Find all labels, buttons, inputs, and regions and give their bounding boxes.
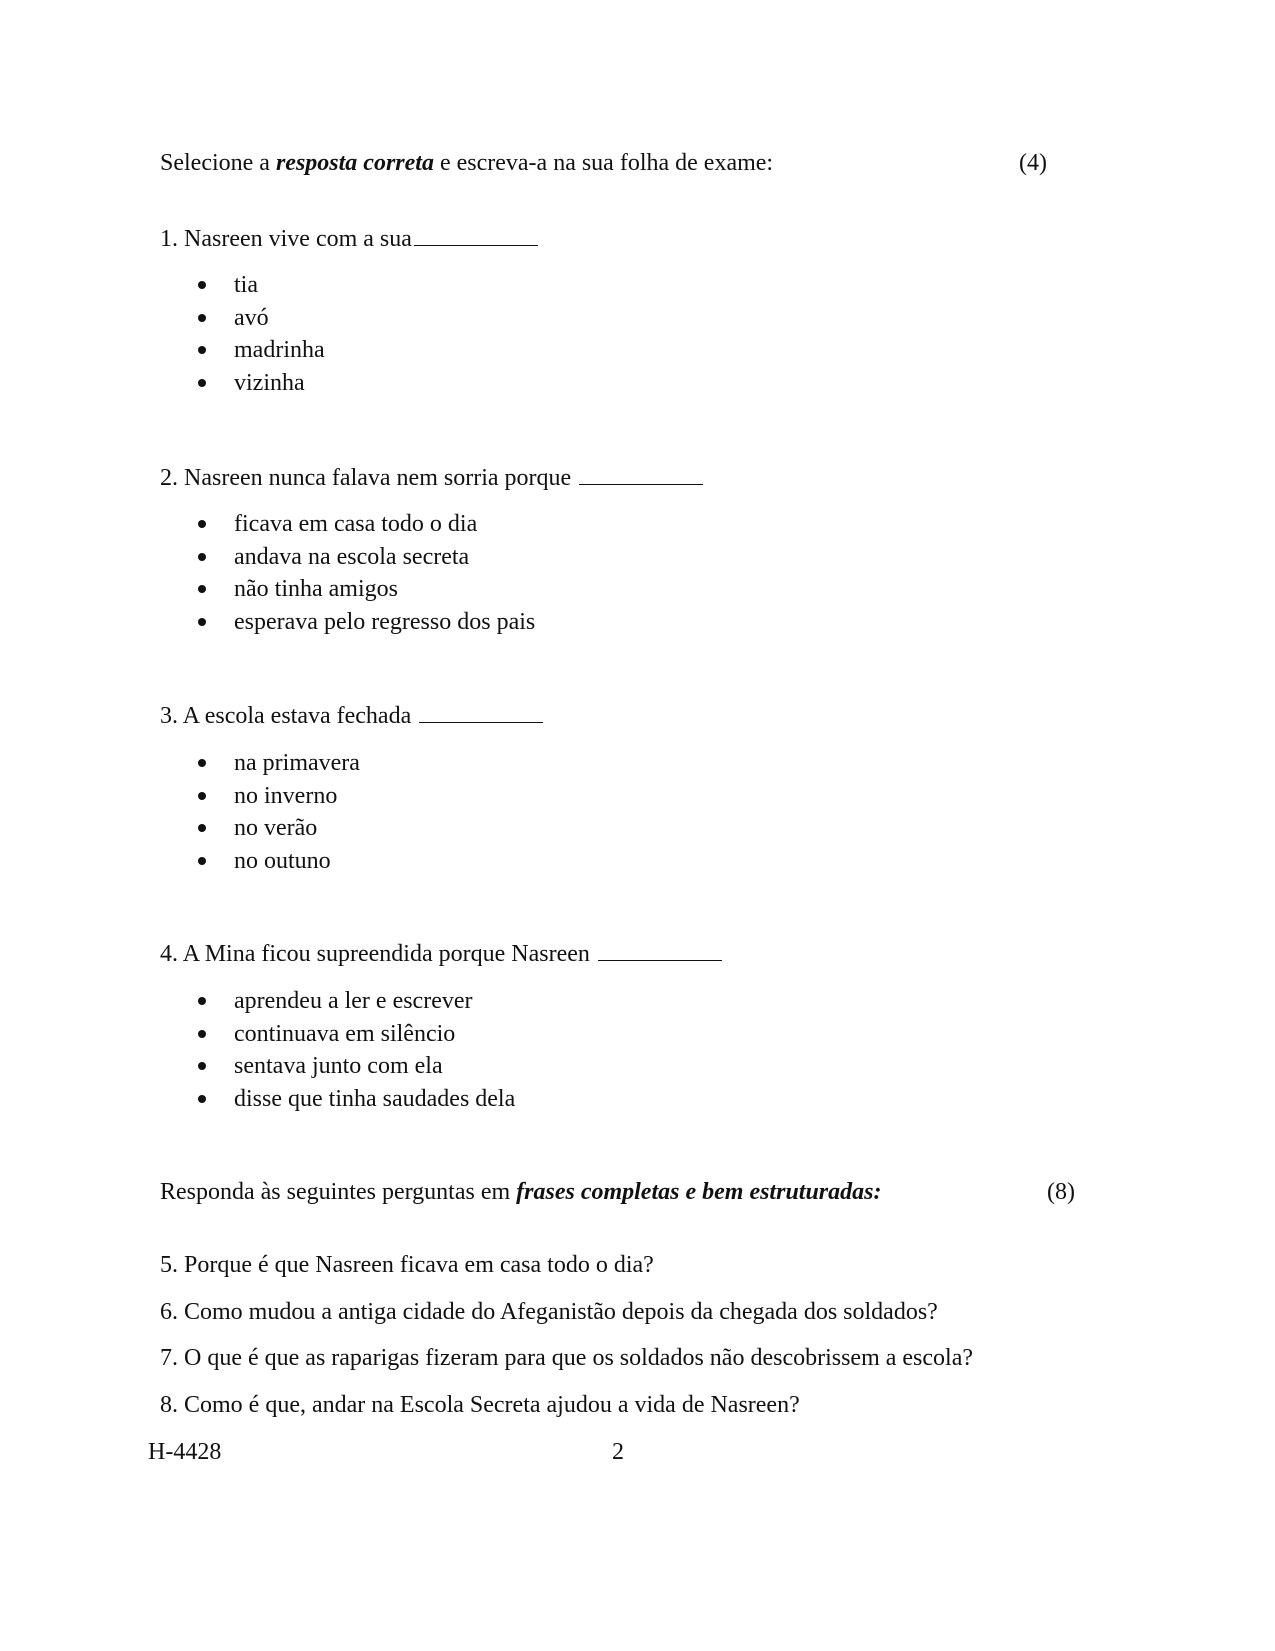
option-item: no inverno: [198, 784, 360, 817]
option-item: madrinha: [198, 338, 325, 371]
option-item: no verão: [198, 816, 360, 849]
option-item: sentava junto com ela: [198, 1054, 515, 1087]
section2-instruction: [160, 1180, 881, 1204]
option-item: tia: [198, 273, 325, 306]
question-number: 4.: [160, 941, 178, 967]
question-stem: Nasreen nunca falava nem sorria porque: [184, 465, 572, 491]
open-question-7: 7. O que é que as raparigas fizeram para que os soldados não descobrissem a escola?: [160, 1345, 974, 1371]
question-4: [160, 940, 722, 966]
instruction-text: e escreva-a na sua folha de exame:: [433, 150, 774, 176]
open-question-8: 8. Como é que, andar na Escola Secreta ajudou a vida de Nasreen?: [160, 1392, 800, 1418]
answer-blank: [414, 225, 538, 246]
option-item: andava na escola secreta: [198, 545, 535, 578]
answer-blank: [419, 702, 543, 723]
option-item: não tinha amigos: [198, 577, 535, 610]
question-2-options: [198, 512, 535, 642]
answer-blank: [579, 464, 703, 485]
footer-code: H-4428: [148, 1439, 222, 1465]
instruction-text: Selecione a: [160, 150, 276, 176]
option-item: disse que tinha saudades dela: [198, 1087, 515, 1120]
question-stem: A Mina ficou supreendida porque Nasreen: [182, 941, 590, 967]
question-1: [160, 225, 538, 251]
section1-points: (4): [1019, 150, 1047, 176]
page-number: 2: [612, 1439, 624, 1465]
instruction-emphasis: resposta correta: [275, 150, 434, 176]
question-stem: A escola estava fechada: [182, 703, 412, 729]
answer-blank: [598, 940, 722, 961]
option-item: aprendeu a ler e escrever: [198, 989, 515, 1022]
option-item: ficava em casa todo o dia: [198, 512, 535, 545]
option-item: esperava pelo regresso dos pais: [198, 610, 535, 643]
question-number: 3.: [160, 703, 178, 729]
instruction-emphasis: frases completas e bem estruturadas:: [516, 1179, 882, 1205]
question-1-options: [198, 273, 325, 403]
question-3: [160, 702, 543, 728]
question-3-options: [198, 751, 360, 881]
option-item: avó: [198, 306, 325, 339]
section2-points: (8): [1047, 1179, 1075, 1205]
open-question-5: 5. Porque é que Nasreen ficava em casa todo o dia?: [160, 1252, 654, 1278]
question-stem: Nasreen vive com a sua: [184, 226, 412, 252]
question-2: [160, 464, 703, 490]
option-item: vizinha: [198, 371, 325, 404]
option-item: no outuno: [198, 849, 360, 882]
open-question-6: 6. Como mudou a antiga cidade do Afeganistão depois da chegada dos soldados?: [160, 1299, 938, 1325]
question-number: 2.: [160, 465, 178, 491]
option-item: continuava em silêncio: [198, 1022, 515, 1055]
section1-instruction: [160, 151, 773, 175]
question-4-options: [198, 989, 515, 1119]
question-number: 1.: [160, 226, 178, 252]
instruction-text: Responda às seguintes perguntas em: [160, 1179, 517, 1205]
option-item: na primavera: [198, 751, 360, 784]
